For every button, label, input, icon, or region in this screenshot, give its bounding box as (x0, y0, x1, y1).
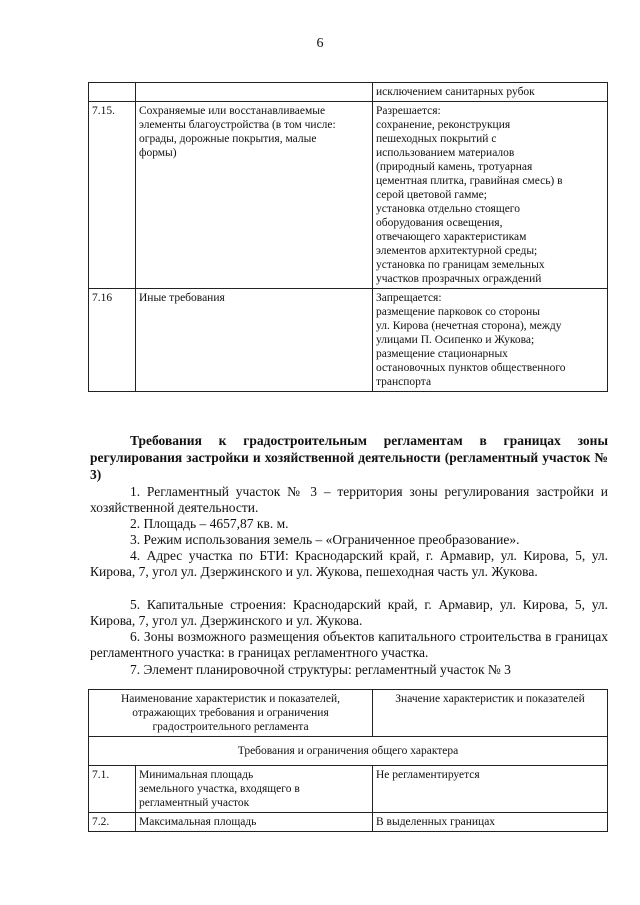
paragraph-7: 7. Элемент планировочной структуры: регламентный участок № 3 (130, 662, 511, 677)
row-value: Разрешается: сохранение, реконструкция пешеходных покрытий с использованием материалов (природный камень, тротуарная цементная плитка, гравийная смесь) в серой цветовой гамме; установка отдельно стоящего оборудования освещения, отвечающего характеристикам элементов архитектурной среды; установка по границам земельных участков прозрачных ограждений (373, 102, 608, 289)
parameters-table (88, 689, 608, 832)
row-number: 7.1. (89, 766, 136, 813)
table-row (89, 83, 608, 102)
header-values: Значение характеристик и показателей (373, 690, 608, 737)
group-title: Требования и ограничения общего характера (89, 737, 608, 766)
table-row (89, 766, 608, 813)
paragraph-1: 1. Регламентный участок № 3 – территория зоны регулирования застройки и хозяйственной деятельности. (90, 484, 608, 515)
page-number: 6 (316, 36, 324, 51)
paragraph-5: 5. Капитальные строения: Краснодарский край, г. Армавир, ул. Кирова, 5, ул. Кирова, 7, угол ул. Дзержинского и ул. Жукова. (90, 597, 608, 628)
row-name: Иные требования (136, 289, 373, 392)
table-row (89, 102, 608, 289)
group-row (89, 737, 608, 766)
paragraph-3: 3. Режим использования земель – «Ограниченное преобразование». (130, 532, 520, 547)
row-number: 7.15. (89, 102, 136, 289)
paragraph-6: 6. Зоны возможного размещения объектов капитального строительства в границах регламентного участка: в границах регламентного участка. (90, 629, 608, 660)
section-heading: Требования к градостроительным регламентам в границах зоны регулирования застройки и хозяйственной деятельности (регламентный участок № 3) (90, 433, 608, 482)
requirements-table-continued (88, 82, 608, 392)
header-characteristics: Наименование характеристик и показателей, отражающих требования и ограничения градостроительного регламента (89, 690, 373, 737)
row-number (89, 83, 136, 102)
row-name (136, 83, 373, 102)
row-value: Запрещается: размещение парковок со стороны ул. Кирова (нечетная сторона), между улицами П. Осипенко и Жукова; размещение стационарных остановочных пунктов общественного транспорта (373, 289, 608, 392)
row-number: 7.2. (89, 813, 136, 832)
table-row (89, 813, 608, 832)
row-name: Максимальная площадь (136, 813, 373, 832)
paragraph-4: 4. Адрес участка по БТИ: Краснодарский край, г. Армавир, ул. Кирова, 5, ул. Кирова, 7, угол ул. Дзержинского и ул. Жукова, пешеходная часть ул. Жукова. (90, 548, 608, 579)
row-name: Сохраняемые или восстанавливаемые элементы благоустройства (в том числе: ограды, дорожные покрытия, малые формы) (136, 102, 373, 289)
row-value: В выделенных границах (373, 813, 608, 832)
paragraph-2: 2. Площадь – 4657,87 кв. м. (130, 516, 289, 531)
row-number: 7.16 (89, 289, 136, 392)
table-row (89, 289, 608, 392)
table-header-row (89, 690, 608, 737)
row-value: исключением санитарных рубок (373, 83, 608, 102)
row-name: Минимальная площадь земельного участка, входящего в регламентный участок (136, 766, 373, 813)
row-value: Не регламентируется (373, 766, 608, 813)
